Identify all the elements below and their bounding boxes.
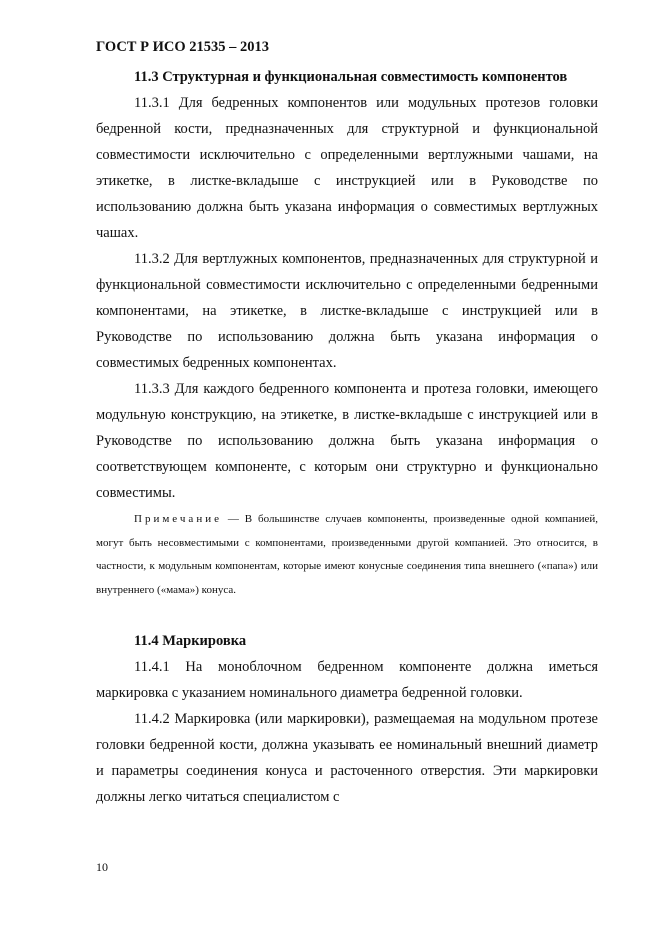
note [96, 508, 598, 602]
section-spacer [96, 602, 598, 628]
section-11-3-heading: 11.3 Структурная и функциональная совместимость компонентов [134, 69, 568, 85]
paragraph-11-3-2: 11.3.2 Для вертлужных компонентов, предназначенных для структурной и функциональной совместимости исключительно с определенными бедренными компонентами, на этикетке, в листке-вкладыше с инструкцией или в Руководстве по использованию должна быть указана информация о совместимых бедренных компонентах. [96, 251, 598, 371]
paragraph-11-4-2: 11.4.2 Маркировка (или маркировки), размещаемая на модульном протезе головки бедренной кости, должна указывать ее номинальный внешний диаметр и параметры соединения конуса и расточенного отверстия. Эти маркировки должны легко читаться специалистом с [96, 711, 598, 805]
note-text: — В большинстве случаев компоненты, произведенные одной компанией, могут быть несовместимыми с компонентами, произведенными другой компанией. Это относится, в частности, к модульным компонентам, которые имеют конусные соединения типа внешнего («папа») или внутреннего («мама») конуса. [96, 513, 598, 596]
note-label: Примечание [134, 513, 222, 525]
section-11-4-heading: 11.4 Маркировка [134, 633, 247, 649]
page-number: 10 [96, 860, 108, 874]
paragraph-11-3-3: 11.3.3 Для каждого бедренного компонента и протеза головки, имеющего модульную конструкцию, на этикетке, в листке-вкладыше с инструкцией или в Руководстве по использованию должна быть указана информация о соответствующем компоненте, с которым они структурно и функционально совместимы. [96, 381, 598, 501]
paragraph-11-3-1: 11.3.1 Для бедренных компонентов или модульных протезов головки бедренной кости, предназначенных для структурной и функциональной совместимости исключительно с определенными вертлужными чашами, на этикетке, в листке-вкладыше с инструкцией или в Руководстве по использованию должна быть указана информация о совместимых вертлужных чашах. [96, 95, 598, 241]
document-header: ГОСТ Р ИСО 21535 – 2013 [96, 39, 269, 55]
page-content [96, 64, 598, 810]
paragraph-11-4-1: 11.4.1 На моноблочном бедренном компоненте должна иметься маркировка с указанием номинального диаметра бедренной головки. [96, 659, 598, 701]
